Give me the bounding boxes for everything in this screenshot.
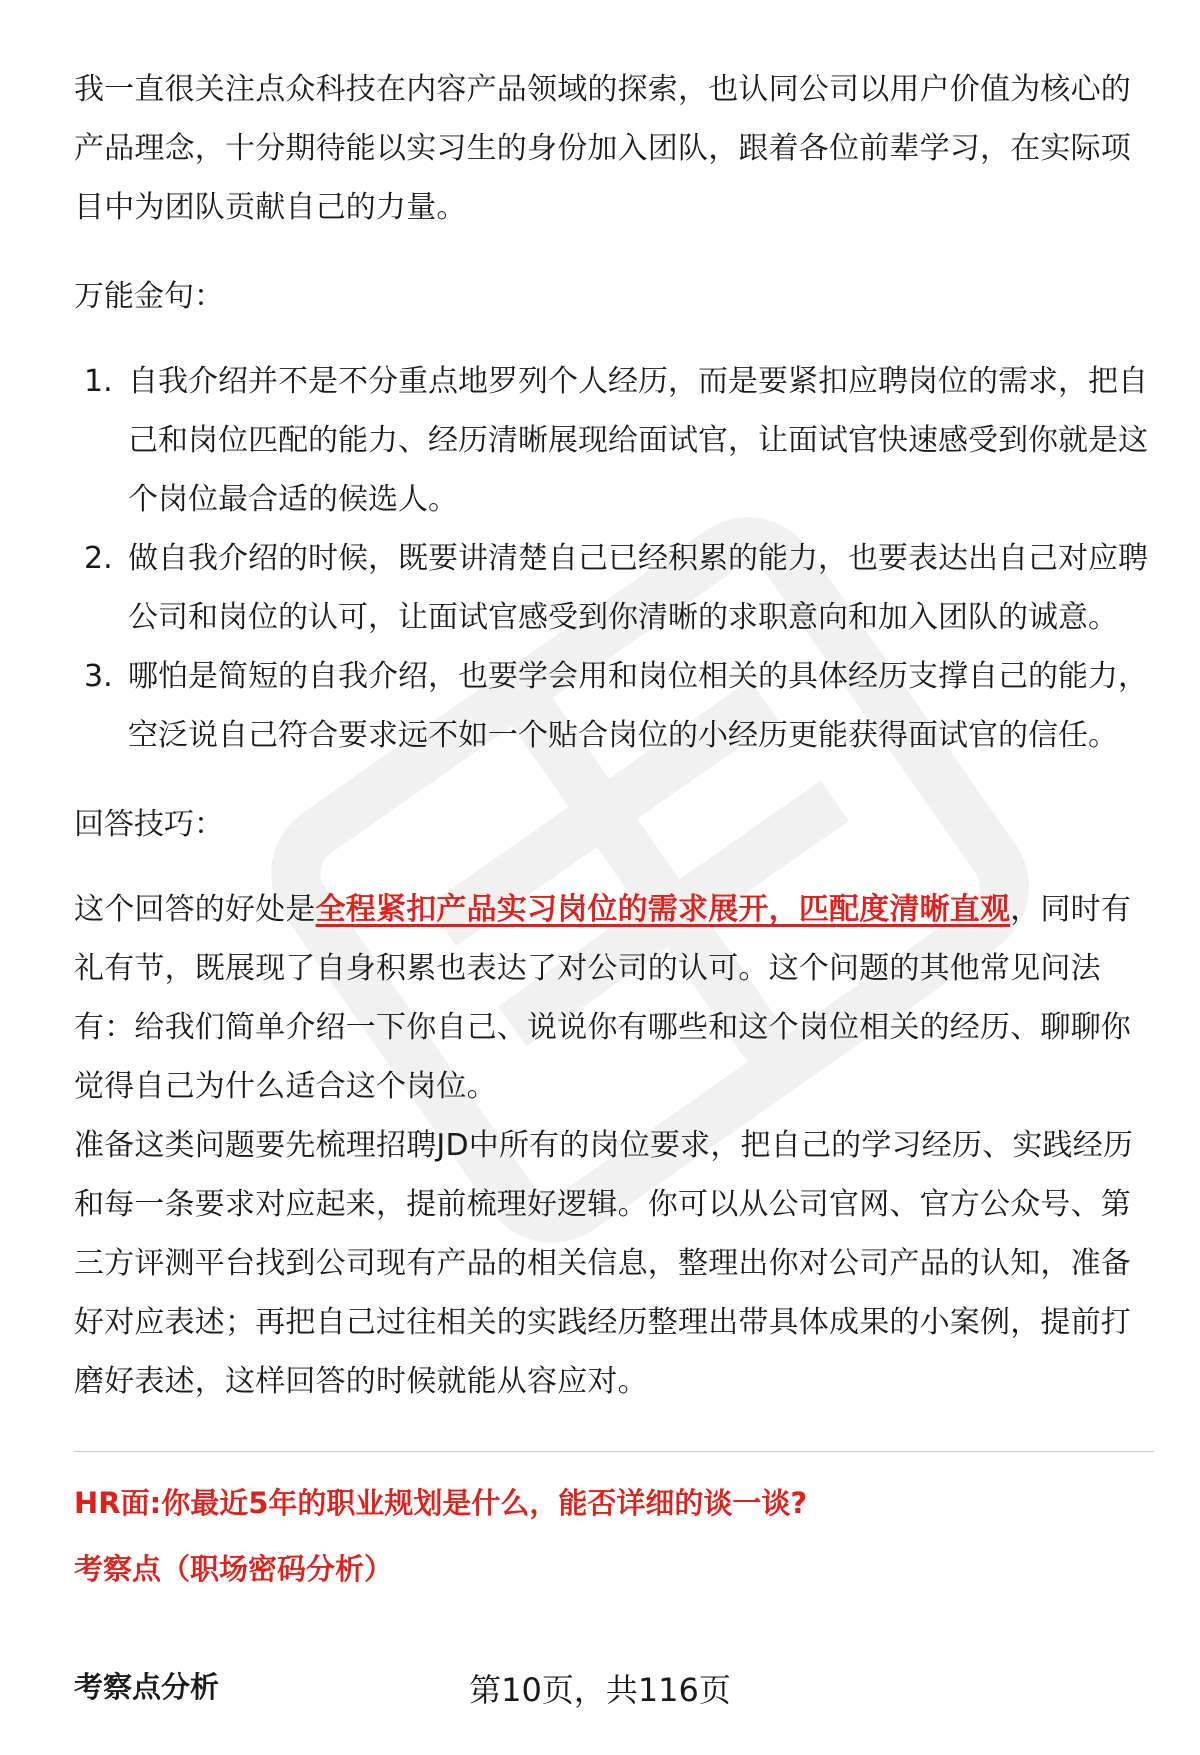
list-item xyxy=(74,529,1154,647)
answer-tips-paragraph xyxy=(74,880,1154,1116)
list-item-text: 做自我介绍的时候，既要讲清楚自己已经积累的能力，也要表达出自己对应聘公司和岗位的认可，让面试官感受到你清晰的求职意向和加入团队的诚意。 xyxy=(128,541,1148,635)
next-question-heading: HR面:你最近5年的职业规划是什么，能否详细的谈一谈? xyxy=(74,1486,808,1520)
intro-paragraph: 我一直很关注点众科技在内容产品领域的探索，也认同公司以用户价值为核心的产品理念，十分期待能以实习生的身份加入团队，跟着各位前辈学习，在实际项目中为团队贡献自己的力量。 xyxy=(74,72,1131,225)
list-item xyxy=(74,647,1154,765)
list-item xyxy=(74,352,1154,529)
next-section-label: 考察点（职场密码分析） xyxy=(74,1552,394,1586)
list-item-text: 自我介绍并不是不分重点地罗列个人经历，而是要紧扣应聘岗位的需求，把自己和岗位匹配的能力、经历清晰展现给面试官，让面试官快速感受到你就是这个岗位最合适的候选人。 xyxy=(128,364,1148,517)
answer-tips-prefix: 这个回答的好处是 xyxy=(74,892,316,927)
list-number: 1. xyxy=(84,364,113,399)
answer-tips-suffix: ，同时有礼有节，既展现了自身积累也表达了对公司的认可。这个问题的其他常见问法有：给我们简单介绍一下你自己、说说你有哪些和这个岗位相关的经历、聊聊你觉得自己为什么适合这个岗位。 xyxy=(74,892,1132,1104)
section-divider xyxy=(74,1451,1154,1452)
list-item-text: 哪怕是简短的自我介绍，也要学会用和岗位相关的具体经历支撑自己的能力，空泛说自己符合要求远不如一个贴合岗位的小经历更能获得面试官的信任。 xyxy=(128,659,1148,753)
golden-sentences-list xyxy=(74,352,1154,765)
list-number: 3. xyxy=(84,659,113,694)
golden-sentences-label: 万能金句： xyxy=(74,279,224,314)
prep-paragraph: 准备这类问题要先梳理招聘JD中所有的岗位要求，把自己的学习经历、实践经历和每一条要求对应起来，提前梳理好逻辑。你可以从公司官网、官方公众号、第三方评测平台找到公司现有产品的相关信息，整理出你对公司产品的认知，准备好对应表述；再把自己过往相关的实践经历整理出带具体成果的小案例，提前打磨好表述，这样回答的时候就能从容应对。 xyxy=(74,1128,1134,1399)
answer-tips-highlight: 全程紧扣产品实习岗位的需求展开，匹配度清晰直观 xyxy=(315,892,1011,927)
document-page xyxy=(74,60,1154,1602)
page-footer: 第10页，共116页 xyxy=(440,1666,760,1714)
list-number: 2. xyxy=(84,541,113,576)
answer-tips-label: 回答技巧： xyxy=(74,807,224,842)
cut-off-heading: 考察点分析 xyxy=(74,1670,220,1704)
